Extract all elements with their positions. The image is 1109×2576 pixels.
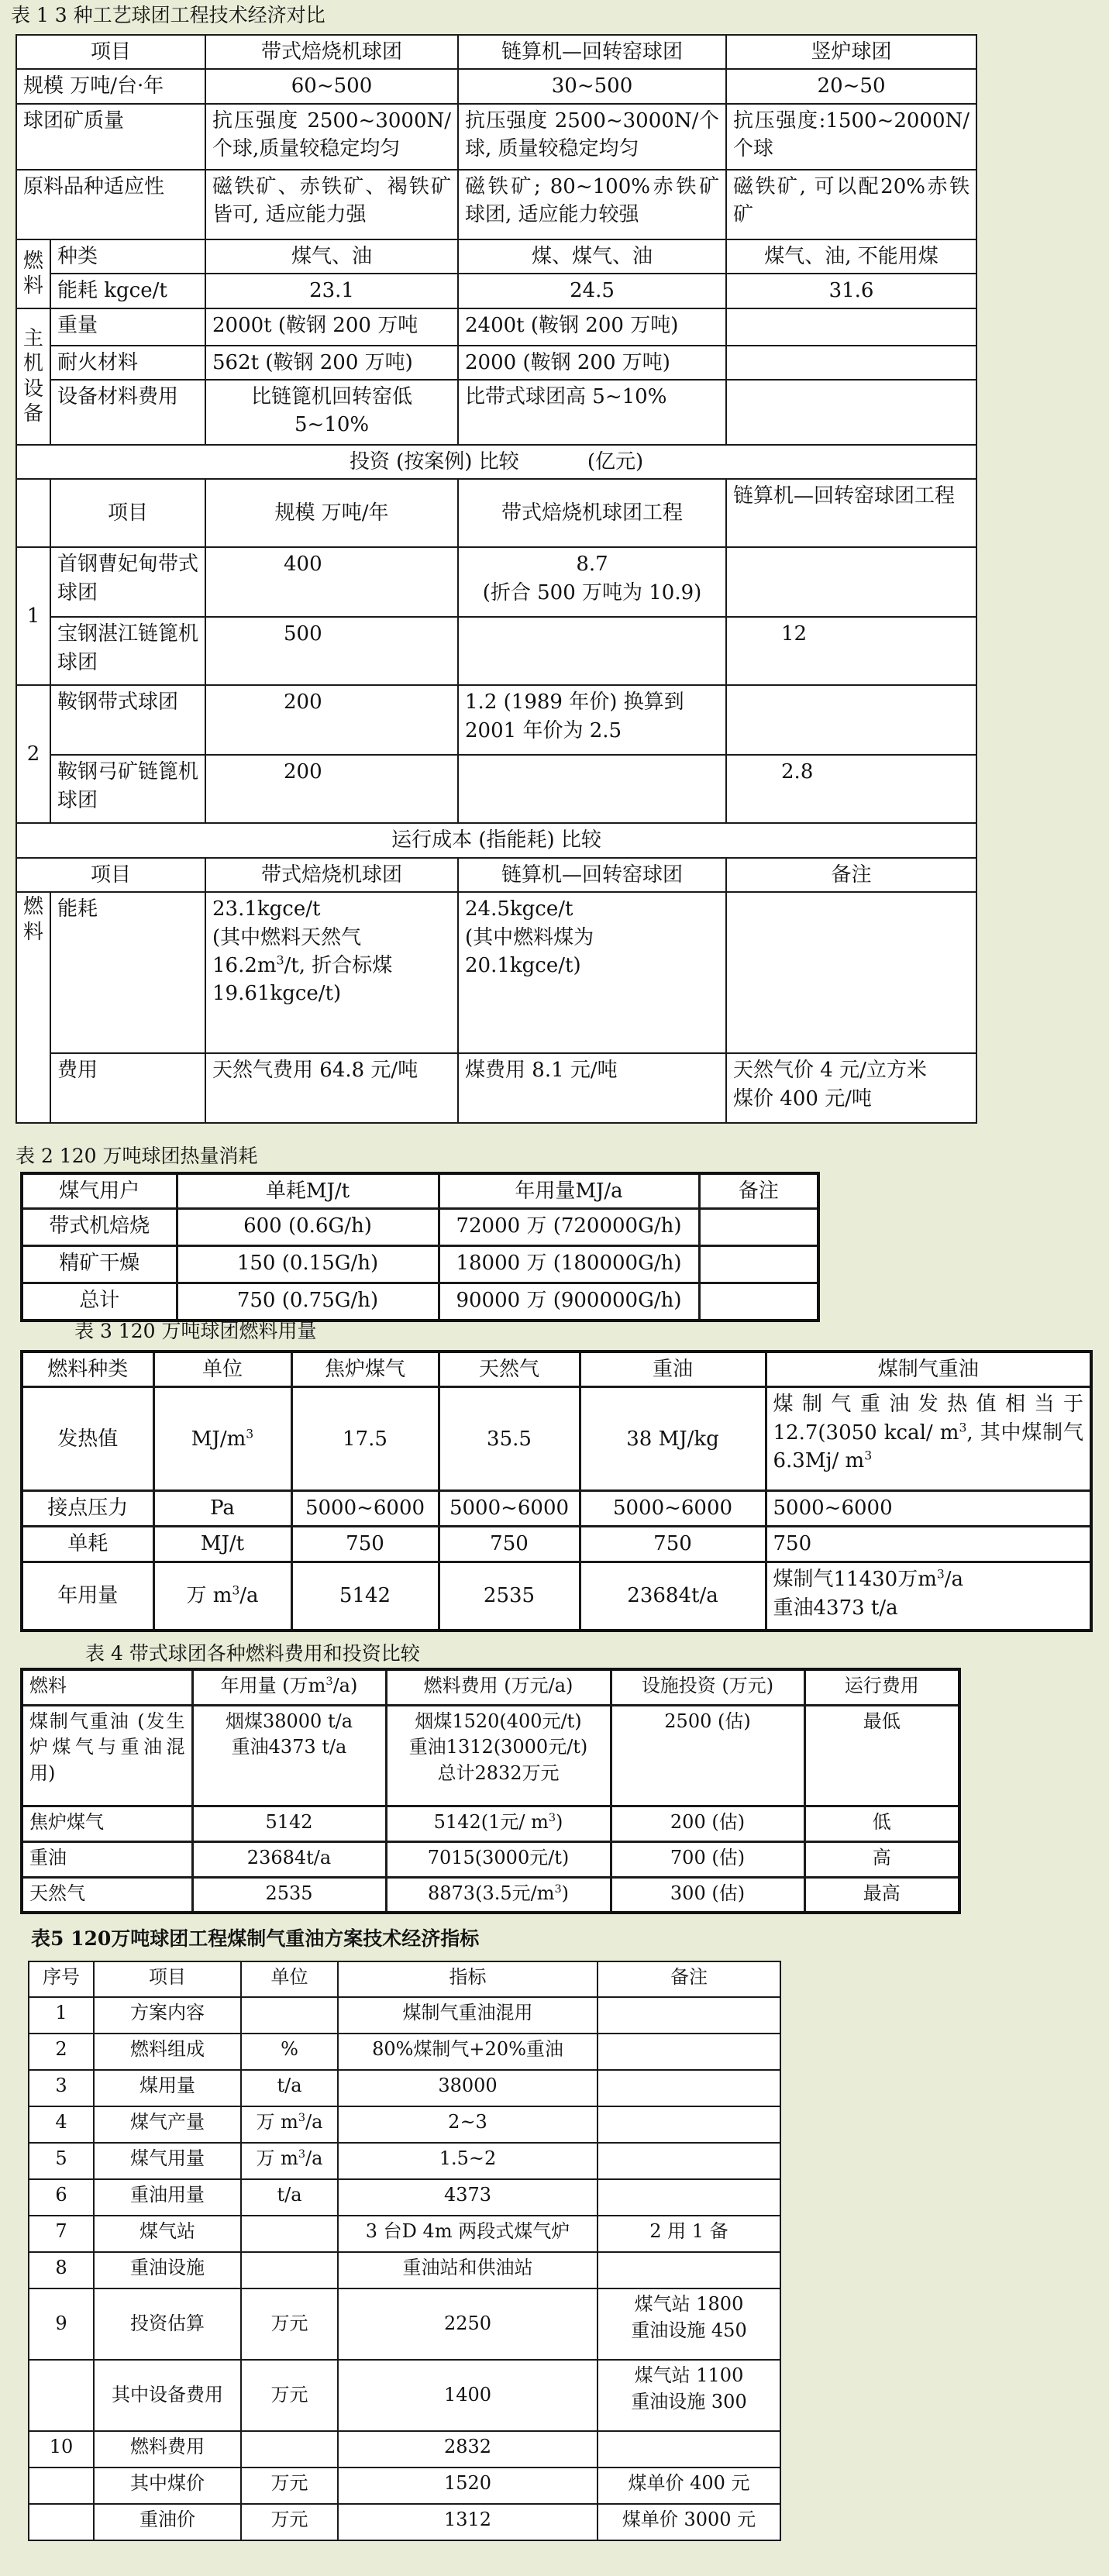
cell — [205, 892, 458, 1053]
project-name: 鞍钢带式球团 — [50, 685, 205, 755]
table-row — [29, 2468, 780, 2504]
cell — [726, 380, 976, 445]
cell: 6 — [29, 2179, 94, 2216]
table-row — [29, 2143, 780, 2179]
table-header-row — [22, 1352, 1091, 1387]
group-label-fuel: 燃料 — [16, 892, 50, 1123]
header-natural-gas: 天然气 — [439, 1352, 580, 1387]
table-row — [29, 2034, 780, 2070]
table-row — [29, 2179, 780, 2216]
cell: 燃料费用 — [94, 2431, 241, 2468]
cell: 4373 — [338, 2179, 598, 2216]
cell: 5000~6000 — [766, 1491, 1091, 1527]
fuel-cost-investment-table — [20, 1668, 961, 1914]
cell: 200 — [205, 685, 458, 755]
cell: 750 — [439, 1527, 580, 1562]
cell: 20~50 — [726, 69, 976, 103]
cell — [699, 1283, 818, 1321]
cell — [726, 308, 976, 346]
header-fuel-type: 燃料种类 — [22, 1352, 153, 1387]
cell: 重油价 — [94, 2504, 241, 2540]
header-annual-text: 年用量 (万$m^3/a$) — [220, 1675, 358, 1696]
cell — [598, 2106, 780, 2143]
table-row — [22, 1705, 959, 1806]
cell: 最高 — [804, 1877, 959, 1913]
cell — [598, 1997, 780, 2034]
header-belt: 带式焙烧机球团 — [205, 858, 458, 892]
row-label: 种类 — [50, 239, 205, 274]
cell: 投资估算 — [94, 2288, 241, 2360]
cell: 60~500 — [205, 69, 458, 103]
table-header-row — [22, 1669, 959, 1705]
cell: 23.1 — [205, 274, 458, 308]
cell: 其中设备费用 — [94, 2360, 241, 2431]
project-name: 鞍钢弓矿链篦机球团 — [50, 755, 205, 823]
table-row — [29, 2070, 780, 2106]
cell: 煤费用 8.1 元/吨 — [458, 1053, 726, 1123]
cell: 2000 (鞍钢 200 万吨) — [458, 346, 726, 380]
cell: 磁铁矿、赤铁矿、褐铁矿皆可, 适应能力强 — [205, 170, 458, 239]
cell: 4 — [29, 2106, 94, 2143]
cell: 150 (0.15G/h) — [177, 1246, 439, 1283]
table-header-row — [16, 35, 976, 69]
heat-consumption-table — [20, 1172, 820, 1322]
table-row — [16, 274, 976, 308]
table-row — [16, 892, 976, 1053]
cell: 煤单价 400 元 — [598, 2468, 780, 2504]
cell: 2~3 — [338, 2106, 598, 2143]
cell: 2250 — [338, 2288, 598, 2360]
project-name: 首钢曹妃甸带式球团 — [50, 547, 205, 617]
row-label: 接点压力 — [22, 1491, 153, 1527]
cell — [598, 2034, 780, 2070]
cell: 72000 万 (720000G/h) — [439, 1209, 699, 1246]
header-no — [16, 479, 50, 547]
header-user: 煤气用户 — [22, 1173, 177, 1209]
cell: 煤、煤气、油 — [458, 239, 726, 274]
header-fuel: 燃料 — [22, 1669, 192, 1705]
header-coal-gas-oil: 煤制气重油 — [766, 1352, 1091, 1387]
header-item: 项目 — [16, 858, 205, 892]
cell: 煤气用量 — [94, 2143, 241, 2179]
cell: 5142 — [291, 1562, 439, 1631]
table-header-row — [16, 858, 976, 892]
table5-caption: 表5 120万吨球团工程煤制气重油方案技术经济指标 — [31, 1927, 480, 1950]
cell — [29, 2504, 94, 2540]
cell — [241, 2431, 338, 2468]
cell: 煤单价 3000 元 — [598, 2504, 780, 2540]
cell — [241, 2216, 338, 2252]
cell — [598, 2179, 780, 2216]
row-label: 单耗 — [22, 1527, 153, 1562]
group-number: 1 — [16, 547, 50, 685]
table-header-row — [22, 1173, 818, 1209]
header-fuel-fee: 燃料费用 (万元/a) — [386, 1669, 611, 1705]
tech-econ-comparison-table — [15, 34, 977, 1124]
row-label: 能耗 kgce/t — [50, 274, 205, 308]
cell: 煤气产量 — [94, 2106, 241, 2143]
cell: 17.5 — [291, 1387, 439, 1491]
header-annual — [192, 1669, 386, 1705]
header-annual: 年用量MJ/a — [439, 1173, 699, 1209]
cell: 抗压强度 2500~3000N/个球,质量较稳定均匀 — [205, 104, 458, 170]
cell — [726, 892, 976, 1053]
row-label: 原料品种适应性 — [16, 170, 205, 239]
header-grate-kiln-project: 链算机—回转窑球团工程 — [726, 479, 976, 547]
table-row — [29, 2360, 780, 2431]
cell: 10 — [29, 2431, 94, 2468]
investment-unit: (亿元) — [587, 449, 644, 474]
header-indicator: 指标 — [338, 1961, 598, 1997]
cell: 7 — [29, 2216, 94, 2252]
cell: 低 — [804, 1806, 959, 1841]
energy-grate-text: 24.5kgce/t (其中燃料煤为 20.1kgce/t) — [465, 897, 594, 977]
cell: 3 台D 4m 两段式煤气炉 — [338, 2216, 598, 2252]
table-row — [16, 308, 976, 346]
cell: 比链篦机回转窑低 5~10% — [205, 380, 458, 445]
cell: 30~500 — [458, 69, 726, 103]
cell — [458, 755, 726, 823]
cell: 高 — [804, 1841, 959, 1877]
row-label: 费用 — [50, 1053, 205, 1123]
cell: 9 — [29, 2288, 94, 2360]
header-running-cost: 运行费用 — [804, 1669, 959, 1705]
cell: 重油站和供油站 — [338, 2252, 598, 2288]
cell — [598, 2252, 780, 2288]
cell: 1 — [29, 1997, 94, 2034]
cell: 煤用量 — [94, 2070, 241, 2106]
row-label: 发热值 — [22, 1387, 153, 1491]
table-row — [16, 239, 976, 274]
cell: 燃料组成 — [94, 2034, 241, 2070]
cell — [766, 1387, 1091, 1491]
row-label: 焦炉煤气 — [22, 1806, 192, 1841]
table3-caption: 表 3 120 万吨球团燃料用量 — [74, 1320, 317, 1342]
table-row — [22, 1491, 1091, 1527]
cell: 24.5 — [458, 274, 726, 308]
table-row — [16, 380, 976, 445]
table-row — [22, 1283, 818, 1321]
cell — [598, 2143, 780, 2179]
header-note: 备注 — [726, 858, 976, 892]
cell: 31.6 — [726, 274, 976, 308]
unit-text: 万 $m^3/a$ — [256, 2147, 323, 2169]
header-note: 备注 — [699, 1173, 818, 1209]
cell: 2535 — [192, 1877, 386, 1913]
cell — [726, 685, 976, 755]
cell: 万元 — [241, 2288, 338, 2360]
table-row — [29, 2252, 780, 2288]
cell: 38000 — [338, 2070, 598, 2106]
header-note: 备注 — [598, 1961, 780, 1997]
header-grate-kiln: 链算机—回转窑球团 — [458, 35, 726, 69]
cell: 18000 万 (180000G/h) — [439, 1246, 699, 1283]
header-shaft: 竖炉球团 — [726, 35, 976, 69]
cell: 万元 — [241, 2504, 338, 2540]
fee-text: 8873(3.5元$/m^3$) — [428, 1882, 569, 1904]
cell: 1520 — [338, 2468, 598, 2504]
section-title-operating-cost: 运行成本 (指能耗) 比较 — [16, 823, 976, 857]
table-row — [29, 1997, 780, 2034]
cell: 5000~6000 — [291, 1491, 439, 1527]
table-row — [22, 1387, 1091, 1491]
cell — [153, 1387, 291, 1491]
fee-text: 5142(1元/ $m^3$) — [433, 1810, 563, 1833]
table-row — [29, 2431, 780, 2468]
cell: 300 (估) — [611, 1877, 804, 1913]
cell: 磁铁矿; 80~100%赤铁矿球团, 适应能力较强 — [458, 170, 726, 239]
annual-mix-text: 煤制气11430万$m^3/a$ 重油4373 t/a — [773, 1567, 964, 1620]
cell — [699, 1209, 818, 1246]
heat-mix-text: 煤制气重油发热值相当于 12.7(3050 kcal/ $m^3$, 其中煤制气6.3Mj/ $m^3$ — [773, 1393, 1084, 1473]
cell: 5000~6000 — [580, 1491, 766, 1527]
unit-text: 万 $m^3/a$ — [186, 1583, 259, 1608]
cell — [153, 1562, 291, 1631]
cell — [241, 2106, 338, 2143]
header-unit: 单位 — [241, 1961, 338, 1997]
table-row — [22, 1246, 818, 1283]
cell: MJ/t — [153, 1527, 291, 1562]
section-title-row — [16, 823, 976, 857]
section-title-investment — [16, 445, 976, 479]
cell: 2000t (鞍钢 200 万吨 — [205, 308, 458, 346]
cell: 重油用量 — [94, 2179, 241, 2216]
cell — [241, 2252, 338, 2288]
cell: 其中煤价 — [94, 2468, 241, 2504]
table-row — [16, 547, 976, 617]
cell — [241, 2143, 338, 2179]
cell — [386, 1877, 611, 1913]
cell: 5 — [29, 2143, 94, 2179]
table-row — [22, 1209, 818, 1246]
row-label: 球团矿质量 — [16, 104, 205, 170]
header-item: 项目 — [94, 1961, 241, 1997]
table-row — [22, 1562, 1091, 1631]
row-label: 耐火材料 — [50, 346, 205, 380]
cell: 200 (估) — [611, 1806, 804, 1841]
cell: 煤气站 — [94, 2216, 241, 2252]
cell: 煤气、油 — [205, 239, 458, 274]
cell: 750 — [580, 1527, 766, 1562]
cell: 23684t/a — [580, 1562, 766, 1631]
cell: 5142 — [192, 1806, 386, 1841]
header-heavy-oil: 重油 — [580, 1352, 766, 1387]
unit-text: $MJ/m^3$ — [191, 1427, 254, 1451]
row-label: 年用量 — [22, 1562, 153, 1631]
table-row — [29, 2288, 780, 2360]
cell — [29, 2468, 94, 2504]
cell: 750 (0.75G/h) — [177, 1283, 439, 1321]
cell: 12 — [726, 617, 976, 685]
cell: 带式机焙烧 — [22, 1209, 177, 1246]
cell: 天然气费用 64.8 元/吨 — [205, 1053, 458, 1123]
table2-caption: 表 2 120 万吨球团热量消耗 — [15, 1145, 258, 1167]
table-header-row — [29, 1961, 780, 1997]
table-row — [22, 1841, 959, 1877]
table-row — [16, 104, 976, 170]
row-label: 煤制气重油 (发生炉煤气与重油混用) — [22, 1705, 192, 1806]
cell: 2400t (鞍钢 200 万吨) — [458, 308, 726, 346]
cell: 磁铁矿, 可以配20%赤铁矿 — [726, 170, 976, 239]
cell: 煤气、油, 不能用煤 — [726, 239, 976, 274]
group-number: 2 — [16, 685, 50, 823]
cell: 总计 — [22, 1283, 177, 1321]
cell: 煤制气重油混用 — [338, 1997, 598, 2034]
unit-text: 万 $m^3/a$ — [256, 2111, 323, 2133]
header-belt-project: 带式焙烧机球团工程 — [458, 479, 726, 547]
cell — [29, 2360, 94, 2431]
cell: 1.5~2 — [338, 2143, 598, 2179]
cell: 煤气站 1800 重油设施 450 — [598, 2288, 780, 2360]
cell — [766, 1562, 1091, 1631]
cell: t/a — [241, 2070, 338, 2106]
cell: 8 — [29, 2252, 94, 2288]
group-label-fuel: 燃料 — [16, 239, 50, 308]
row-label: 规模 万吨/台·年 — [16, 69, 205, 103]
cell: 7015(3000元/t) — [386, 1841, 611, 1877]
cell — [699, 1246, 818, 1283]
cell: 天然气价 4 元/立方米 煤价 400 元/吨 — [726, 1053, 976, 1123]
cell: 1.2 (1989 年价) 换算到 2001 年价为 2.5 — [458, 685, 726, 755]
header-belt: 带式焙烧机球团 — [205, 35, 458, 69]
group-label-main-equipment: 主机设备 — [16, 308, 50, 445]
cell: 1312 — [338, 2504, 598, 2540]
fuel-consumption-table — [20, 1350, 1093, 1632]
cell: 200 — [205, 755, 458, 823]
header-no: 序号 — [29, 1961, 94, 1997]
cell: t/a — [241, 2179, 338, 2216]
cell: 2500 (估) — [611, 1705, 804, 1806]
cell: Pa — [153, 1491, 291, 1527]
table-row — [16, 69, 976, 103]
table-row — [16, 755, 976, 823]
cell — [386, 1806, 611, 1841]
table-row — [22, 1806, 959, 1841]
header-project: 项目 — [50, 479, 205, 547]
row-label: 设备材料费用 — [50, 380, 205, 445]
cell: 750 — [766, 1527, 1091, 1562]
cell: 2832 — [338, 2431, 598, 2468]
cell: 700 (估) — [611, 1841, 804, 1877]
table-row — [16, 170, 976, 239]
table4-caption: 表 4 带式球团各种燃料费用和投资比较 — [85, 1642, 420, 1665]
cell: 5000~6000 — [439, 1491, 580, 1527]
row-label: 重油 — [22, 1841, 192, 1877]
cell: % — [241, 2034, 338, 2070]
cell: 烟煤38000 t/a 重油4373 t/a — [192, 1705, 386, 1806]
cell: 比带式球团高 5~10% — [458, 380, 726, 445]
header-facility-investment: 设施投资 (万元) — [611, 1669, 804, 1705]
cell: 3 — [29, 2070, 94, 2106]
table-row — [16, 1053, 976, 1123]
cell: 1400 — [338, 2360, 598, 2431]
cell: 2 — [29, 2034, 94, 2070]
cell — [241, 1997, 338, 2034]
cell: 烟煤1520(400元/t) 重油1312(3000元/t) 总计2832万元 — [386, 1705, 611, 1806]
cell: 80%煤制气+20%重油 — [338, 2034, 598, 2070]
project-name: 宝钢湛江链篦机球团 — [50, 617, 205, 685]
cell — [726, 547, 976, 617]
row-label: 重量 — [50, 308, 205, 346]
table-row — [16, 346, 976, 380]
cell: 8.7 (折合 500 万吨为 10.9) — [458, 547, 726, 617]
header-unit-consumption: 单耗MJ/t — [177, 1173, 439, 1209]
energy-belt-text: 23.1kgce/t (其中燃料天然气 $16.2m^3/t$, 折合标煤 19.61kgce/t) — [212, 897, 393, 1006]
table-row — [22, 1527, 1091, 1562]
cell: 万元 — [241, 2468, 338, 2504]
table1-caption: 表 1 3 种工艺球团工程技术经济对比 — [11, 4, 325, 26]
cell: 400 — [205, 547, 458, 617]
table-row — [22, 1877, 959, 1913]
section-title-row — [16, 445, 976, 479]
table-row — [16, 685, 976, 755]
tech-econ-indicator-table — [28, 1961, 781, 2541]
table-row — [29, 2504, 780, 2540]
cell: 抗压强度 2500~3000N/个球, 质量较稳定均匀 — [458, 104, 726, 170]
cell: 煤气站 1100 重油设施 300 — [598, 2360, 780, 2431]
header-unit: 单位 — [153, 1352, 291, 1387]
header-grate-kiln: 链算机—回转窑球团 — [458, 858, 726, 892]
table-row — [29, 2106, 780, 2143]
header-item: 项目 — [16, 35, 205, 69]
cell: 90000 万 (900000G/h) — [439, 1283, 699, 1321]
cell: 562t (鞍钢 200 万吨) — [205, 346, 458, 380]
header-scale: 规模 万吨/年 — [205, 479, 458, 547]
cell — [598, 2431, 780, 2468]
cell: 600 (0.6G/h) — [177, 1209, 439, 1246]
cell — [726, 346, 976, 380]
cell: 38 MJ/kg — [580, 1387, 766, 1491]
cell: 2.8 — [726, 755, 976, 823]
table-row — [16, 617, 976, 685]
table-row — [29, 2216, 780, 2252]
cell: 2535 — [439, 1562, 580, 1631]
cell: 35.5 — [439, 1387, 580, 1491]
cell — [598, 2070, 780, 2106]
cell: 2 用 1 备 — [598, 2216, 780, 2252]
header-coke-gas: 焦炉煤气 — [291, 1352, 439, 1387]
cell: 重油设施 — [94, 2252, 241, 2288]
cell: 精矿干燥 — [22, 1246, 177, 1283]
cell: 23684t/a — [192, 1841, 386, 1877]
cell: 万元 — [241, 2360, 338, 2431]
cell — [458, 617, 726, 685]
cell: 750 — [291, 1527, 439, 1562]
row-label: 天然气 — [22, 1877, 192, 1913]
cell: 方案内容 — [94, 1997, 241, 2034]
investment-title: 投资 (按案例) 比较 — [349, 449, 519, 474]
cell: 500 — [205, 617, 458, 685]
cell: 最低 — [804, 1705, 959, 1806]
cell — [458, 892, 726, 1053]
table-header-row — [16, 479, 976, 547]
row-label: 能耗 — [50, 892, 205, 1053]
cell: 抗压强度:1500~2000N/个球 — [726, 104, 976, 170]
